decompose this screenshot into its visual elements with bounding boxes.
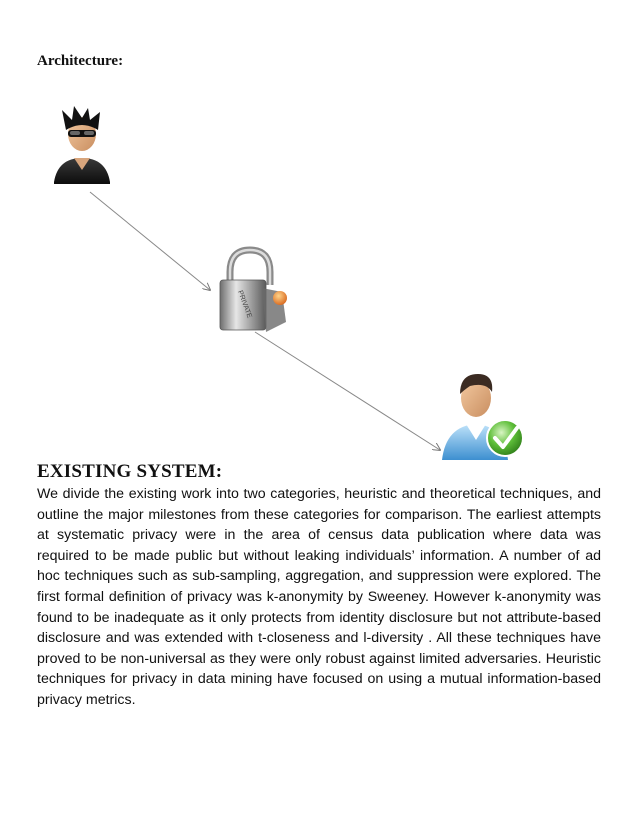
existing-system-title: EXISTING SYSTEM: [37, 461, 223, 482]
hacker-user-icon [54, 106, 110, 184]
arrow-attacker-to-lock [90, 192, 210, 290]
arrow-lock-to-user [255, 332, 440, 450]
existing-system-paragraph: We divide the existing work into two categories, heuristic and theoretical techniques, and outline the major milestones from these categories for comparison. The earliest attempts at systematic privacy were in the area of census data publication where data was required to be made public but without leaking individuals’ information. A number of ad hoc techniques such as sub-sampling, aggregation, and suppression were explored. The first formal definition of privacy was k-anonymity by Sweeney. However k-anonymity was found to be inadequate as it only protects from identity disclosure but not attribute-based disclosure and was extended with t-closeness and l-diversity . All these techniques have proved to be non-universal as they were only robust against limited adversaries. Heuristic techniques for privacy in data mining have focused on using a mutual information-based privacy metrics. [37, 486, 601, 708]
private-padlock-icon [220, 250, 287, 332]
verified-user-icon [442, 374, 523, 460]
architecture-diagram [0, 100, 638, 470]
lock-label: PRIVATE [236, 289, 253, 320]
architecture-heading: Architecture: [37, 53, 124, 69]
